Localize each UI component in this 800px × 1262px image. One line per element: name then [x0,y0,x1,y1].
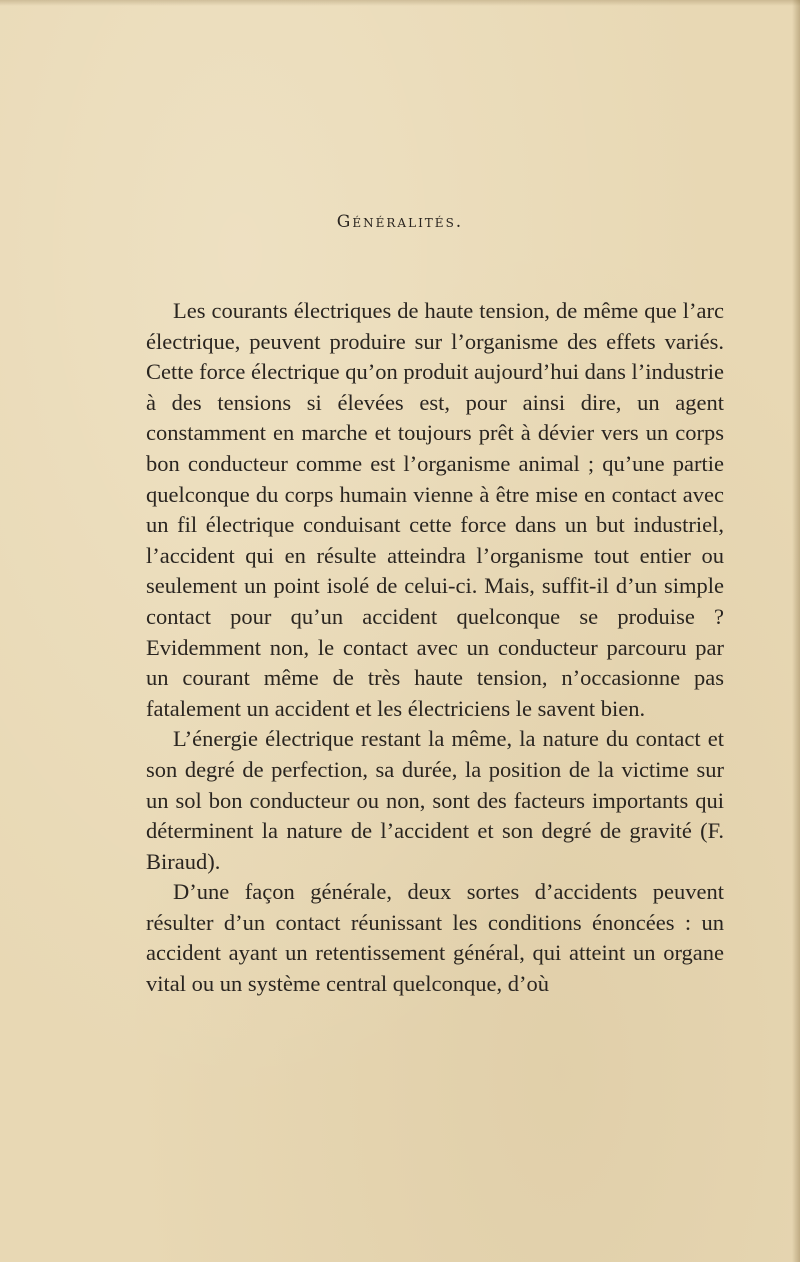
body-text [146,296,724,1000]
section-heading: Généralités. [336,212,464,232]
paragraph: L’énergie électrique restant la même, la nature du contact et son degré de perfection, sa durée, la position de la victime sur un sol bon conducteur ou non, sont des facteurs importants qui déterminent la nature de l’accident et son degré de gravité (F. Biraud). [146,726,724,874]
paragraph: Les courants électriques de haute tension, de même que l’arc électrique, peuvent produire sur l’organisme des effets variés. Cette force électrique qu’on produit aujourd’hui dans l’industrie à des tensions si élevées est, pour ainsi dire, un agent constamment en marche et toujours prêt à dévier vers un corps bon conducteur comme est l’organisme animal ; qu’une partie quelconque du corps humain vienne à être mise en contact avec un fil électrique conduisant cette force dans un but industriel, l’accident qui en résulte atteindra l’organisme tout entier ou seulement un point isolé de celui-ci. Mais, suffit-il d’un simple contact pour qu’un accident quelconque se produise ? Evidemment non, le contact avec un conducteur parcouru par un courant même de très haute tension, n’occasionne pas fatalement un accident et les électriciens le savent bien. [146,298,724,721]
page-edge-shadow [792,0,800,1262]
paragraph: D’une façon générale, deux sortes d’accidents peuvent résulter d’un contact réunissant les conditions énoncées : un accident ayant un retentissement général, qui atteint un organe vital ou un système central quelconque, d’où [146,879,724,997]
page-top-shadow [0,0,800,6]
